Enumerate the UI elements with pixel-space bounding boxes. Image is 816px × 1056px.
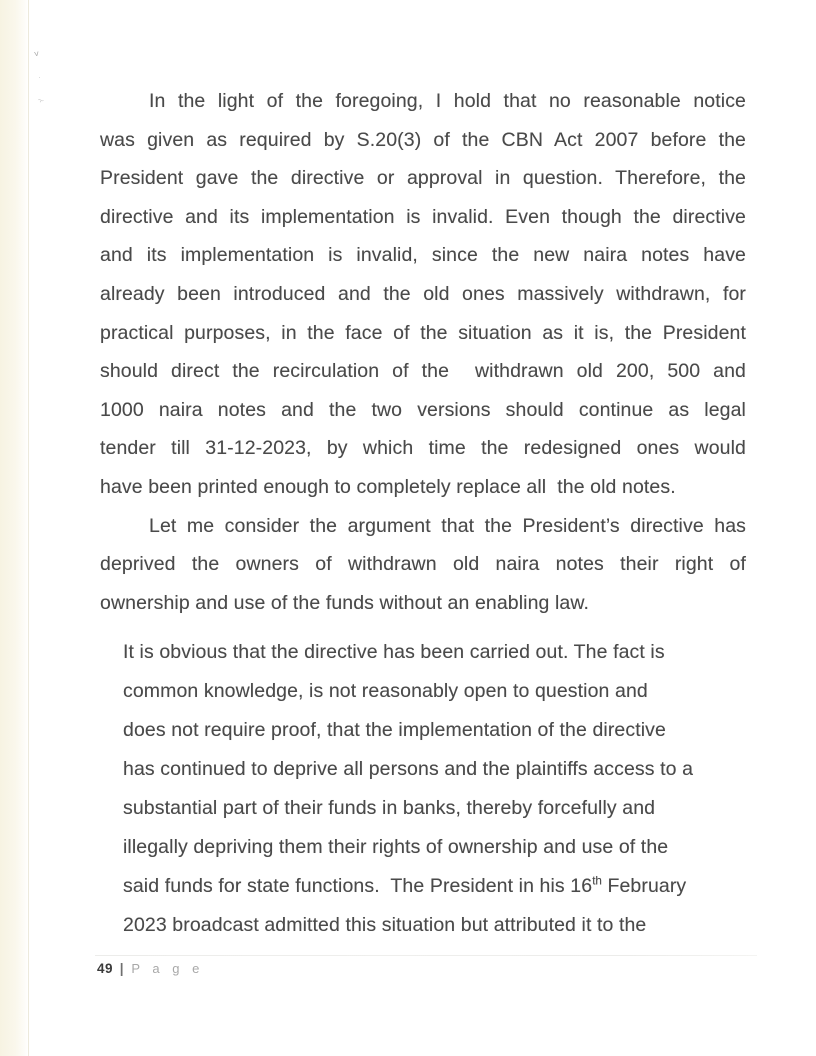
text-line: practical purposes, in the face of the situation as it is, the President xyxy=(100,321,746,344)
text-line: common knowledge, is not reasonably open to question and xyxy=(123,680,648,703)
page-footer xyxy=(97,961,204,976)
text-line: illegally depriving them their rights of ownership and use of the xyxy=(123,836,669,859)
page-content xyxy=(100,82,746,945)
footer-separator: | xyxy=(119,961,124,976)
text-line: ownership and use of the funds without an enabling law. xyxy=(100,591,590,614)
scan-artifact: ⸟ xyxy=(36,94,46,106)
text-line: has continued to deprive all persons and the plaintiffs access to a xyxy=(123,758,694,781)
text-line: deprived the owners of withdrawn old naira notes their right of xyxy=(100,553,746,576)
footer-separator-line xyxy=(95,955,757,956)
page-number: 49 xyxy=(97,961,114,976)
text-line: directive and its implementation is invalid. Even though the directive xyxy=(100,205,746,228)
paragraph-ruling xyxy=(100,82,746,507)
text-line: and its implementation is invalid, since the new naira notes have xyxy=(100,244,746,267)
text-line: 2023 broadcast admitted this situation but attributed it to the xyxy=(123,914,647,937)
text-line: Let me consider the argument that the President’s directive has xyxy=(149,514,746,537)
text-line: It is obvious that the directive has been carried out. The fact is xyxy=(123,641,665,664)
text-line: President gave the directive or approval in question. Therefore, the xyxy=(100,167,746,190)
text-line: In the light of the foregoing, I hold that no reasonable notice xyxy=(149,90,746,112)
text-line: said funds for state functions. The President in his 16th February xyxy=(123,874,687,898)
text-line: does not require proof, that the implementation of the directive xyxy=(123,719,666,742)
text-line: substantial part of their funds in banks, thereby forcefully and xyxy=(123,797,656,820)
paragraph-block-quote xyxy=(100,633,746,945)
scan-edge-strip xyxy=(0,0,29,1056)
scan-artifact: · xyxy=(38,72,41,82)
text-line: was given as required by S.20(3) of the CBN Act 2007 before the xyxy=(100,128,746,151)
text-line: 1000 naira notes and the two versions should continue as legal xyxy=(100,398,746,421)
scan-artifact: ˅ xyxy=(33,48,40,60)
paragraph-consideration xyxy=(100,507,746,623)
text-line: tender till 31-12-2023, by which time the redesigned ones would xyxy=(100,437,746,460)
text-line: have been printed enough to completely replace all the old notes. xyxy=(100,475,676,498)
footer-page-word: P a g e xyxy=(131,961,204,976)
text-line: should direct the recirculation of the withdrawn old 200, 500 and xyxy=(100,360,746,383)
text-line: already been introduced and the old ones massively withdrawn, for xyxy=(100,282,746,305)
